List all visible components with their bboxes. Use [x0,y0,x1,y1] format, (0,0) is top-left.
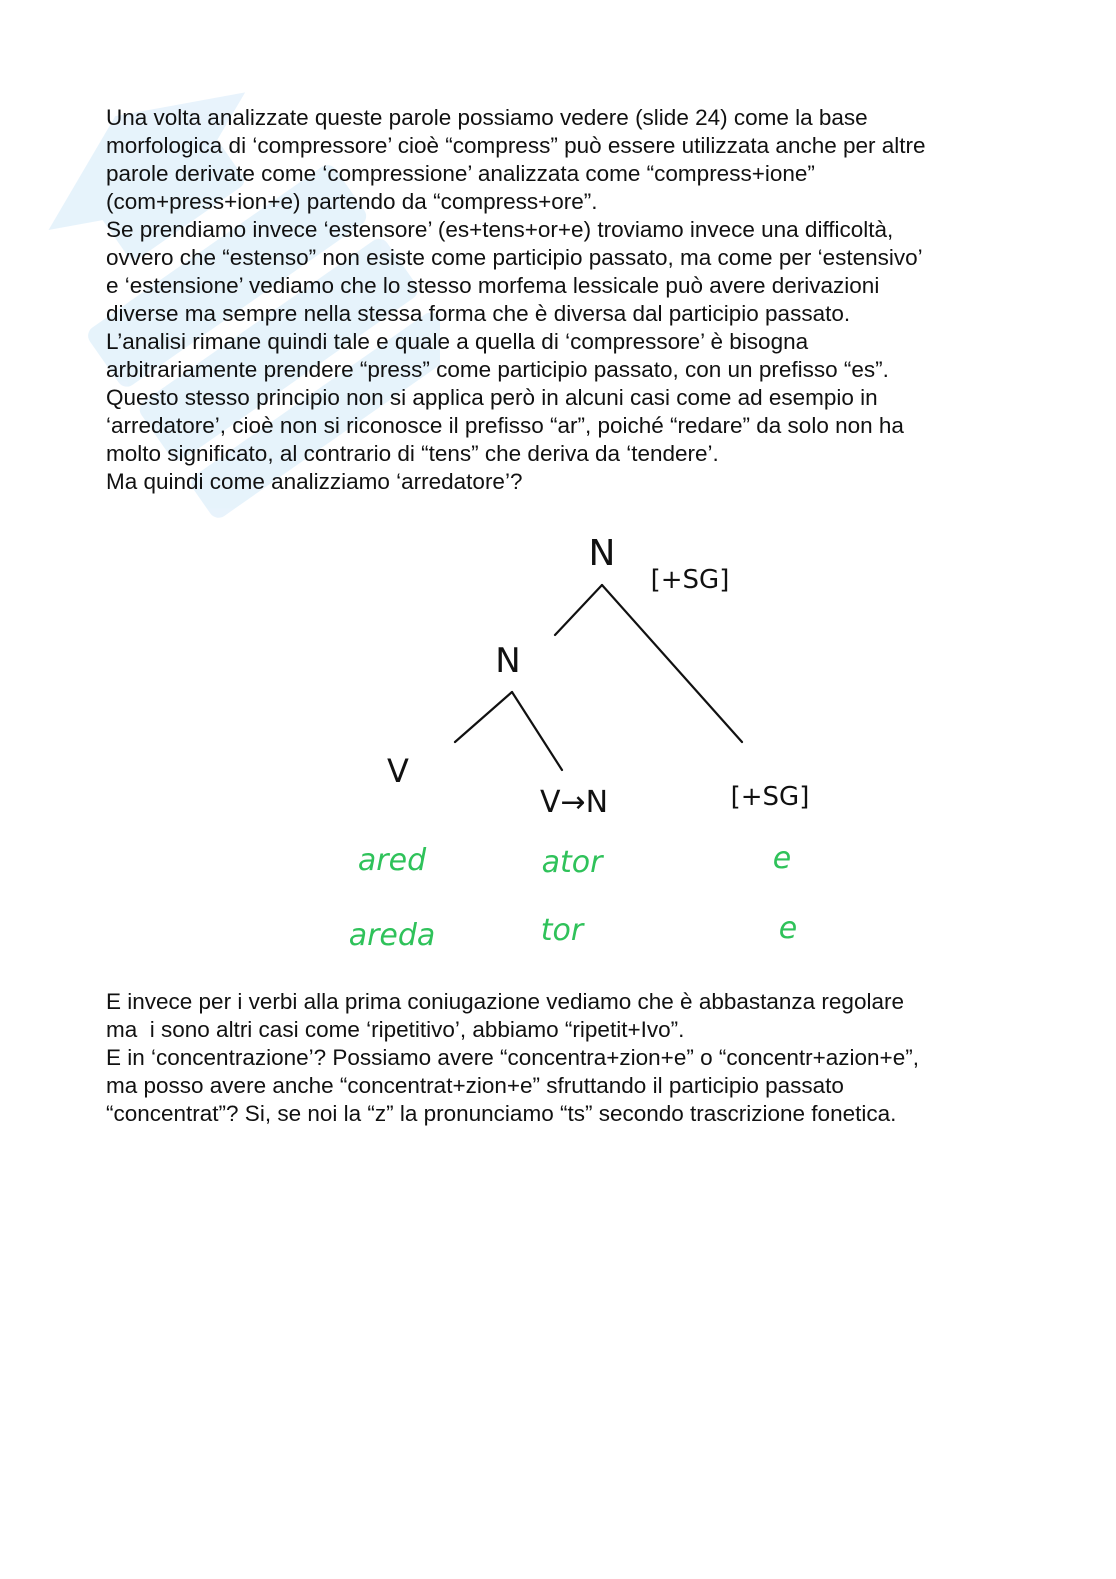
intro-line: morfologica di ‘compressore’ cioè “compress” può essere utilizzata anche per altre [106,133,926,158]
intro-line: molto significato, al contrario di “tens” che deriva da ‘tendere’. [106,441,719,466]
outro-line: E invece per i verbi alla prima coniugazione vediamo che è abbastanza regolare [106,989,904,1014]
green-morph-row2-base: areda [348,918,436,953]
intro-line: Questo stesso principio non si applica però in alcuni casi come ad esempio in [106,385,878,410]
tree-branch [455,692,512,742]
tree-root-feature: [+SG] [650,565,730,595]
intro-paragraph [106,104,1026,496]
tree-inner-label: N [495,641,521,681]
outro-line: ma i sono altri casi come ‘ripetitivo’, abbiamo “ripetit+Ivo”. [106,1017,685,1042]
outro-line: “concentrat”? Si, se noi la “z” la pronunciamo “ts” secondo trascrizione fonetica. [106,1101,897,1126]
intro-line: Una volta analizzate queste parole possiamo vedere (slide 24) come la base [106,105,868,130]
intro-line: arbitrariamente prendere “press” come participio passato, con un prefisso “es”. [106,357,889,382]
intro-line: (com+press+ion+e) partendo da “compress+ore”. [106,189,598,214]
tree-leaf-verb: V [387,752,409,790]
tree-leaf-suffix: V→N [539,785,609,820]
tree-branch [555,585,602,635]
tree-leaf-feature: [+SG] [730,782,810,812]
intro-line: L’analisi rimane quindi tale e quale a quella di ‘compressore’ è bisogna [106,329,809,354]
intro-line: diverse ma sempre nella stessa forma che è diversa dal participio passato. [106,301,851,326]
green-morph-row1-ending: e [772,841,792,876]
green-morph-row1-base: ared [357,843,427,878]
outro-paragraph [106,988,1026,1128]
green-morph-row2-suffix: tor [540,913,584,948]
outro-line: ma posso avere anche “concentrat+zion+e” sfruttando il participio passato [106,1073,844,1098]
intro-line: Se prendiamo invece ‘estensore’ (es+tens+or+e) troviamo invece una difficoltà, [106,217,894,242]
morphology-tree [300,520,860,970]
tree-root-label: N [588,533,616,574]
outro-line: E in ‘concentrazione’? Possiamo avere “concentra+zion+e” o “concentr+azion+e”, [106,1045,919,1070]
green-morph-row1-suffix: ator [541,845,603,880]
intro-line: e ‘estensione’ vediamo che lo stesso morfema lessicale può avere derivazioni [106,273,880,298]
green-morph-row2-ending: e [778,911,798,946]
intro-line: parole derivate come ‘compressione’ analizzata come “compress+ione” [106,161,815,186]
intro-line: ‘arredatore’, cioè non si riconosce il prefisso “ar”, poiché “redare” da solo non ha [106,413,904,438]
intro-line: ovvero che “estenso” non esiste come participio passato, ma come per ‘estensivo’ [106,245,923,270]
tree-branch [512,692,562,770]
intro-line: Ma quindi come analizziamo ‘arredatore’? [106,469,523,494]
tree-branch [602,585,742,742]
